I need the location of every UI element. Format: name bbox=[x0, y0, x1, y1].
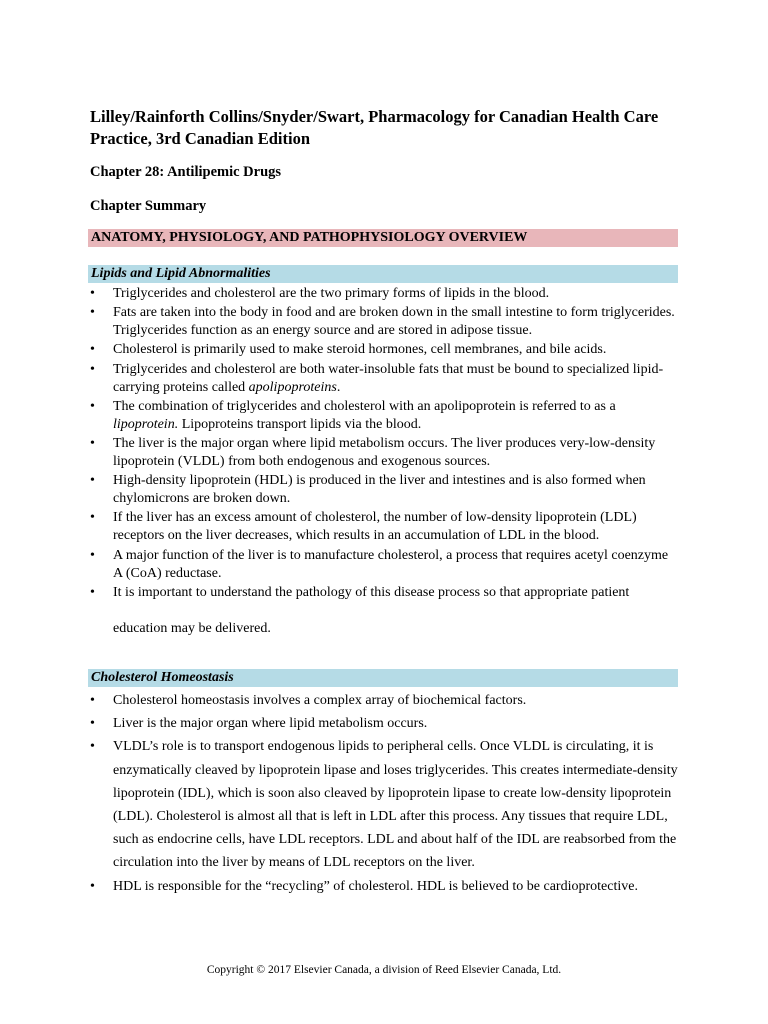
section-heading-overview: ANATOMY, PHYSIOLOGY, AND PATHOPHYSIOLOGY OVERVIEW bbox=[88, 229, 678, 247]
list-item: • Triglycerides and cholesterol are both water-insoluble fats that must be bound to specialized lipid-carrying proteins called apolipoproteins. bbox=[90, 361, 680, 397]
lipids-bullet-list bbox=[90, 285, 680, 639]
list-item: • The combination of triglycerides and cholesterol with an apolipoprotein is referred to as a lipoprotein. Lipoproteins transport lipids via the blood. bbox=[90, 398, 680, 434]
subsection-heading-cholesterol: Cholesterol Homeostasis bbox=[88, 669, 678, 687]
list-item: • It is important to understand the pathology of this disease process so that appropriate patient education may be delivered. bbox=[90, 584, 680, 638]
list-item: • High-density lipoprotein (HDL) is produced in the liver and intestines and is also formed when chylomicrons are broken down. bbox=[90, 472, 680, 508]
list-item: • Cholesterol homeostasis involves a complex array of biochemical factors. bbox=[90, 689, 680, 712]
list-item: • The liver is the major organ where lipid metabolism occurs. The liver produces very-low-density lipoprotein (VLDL) from both endogenous and exogenous sources. bbox=[90, 435, 680, 471]
list-item: • A major function of the liver is to manufacture cholesterol, a process that requires acetyl coenzyme A (CoA) reductase. bbox=[90, 547, 680, 583]
list-item: • HDL is responsible for the “recycling” of cholesterol. HDL is believed to be cardioprotective. bbox=[90, 875, 680, 898]
list-item: • Liver is the major organ where lipid metabolism occurs. bbox=[90, 712, 680, 735]
summary-title: Chapter Summary bbox=[90, 198, 207, 214]
list-item: • Fats are taken into the body in food and are broken down in the small intestine to form triglycerides. Triglycerides function as an energy source and are stored in adipose tissue. bbox=[90, 304, 680, 340]
list-item: • Cholesterol is primarily used to make steroid hormones, cell membranes, and bile acids. bbox=[90, 341, 680, 359]
list-item: • If the liver has an excess amount of cholesterol, the number of low-density lipoprotein (LDL) receptors on the liver decreases, which results in an accumulation of LDL in the blood. bbox=[90, 509, 680, 545]
list-item: • VLDL’s role is to transport endogenous lipids to peripheral cells. Once VLDL is circulating, it is enzymatically cleaved by lipoprotein lipase and loses triglycerides. This creates intermediate-density lipoprotein (IDL), which is soon also cleaved by lipoprotein lipase to create low-density lipoprotein (LDL). Cholesterol is almost all that is left in LDL after this process. Any tissues that require LDL, such as endocrine cells, have LDL receptors. LDL and about half of the IDL are reabsorbed from the circulation into the liver by means of LDL receptors on the liver. bbox=[90, 735, 680, 874]
copyright-footer: Copyright © 2017 Elsevier Canada, a division of Reed Elsevier Canada, Ltd. bbox=[206, 964, 562, 976]
subsection-heading-lipids: Lipids and Lipid Abnormalities bbox=[88, 265, 678, 283]
chapter-title: Chapter 28: Antilipemic Drugs bbox=[90, 164, 282, 180]
book-title: Lilley/Rainforth Collins/Snyder/Swart, Pharmacology for Canadian Health Care Practice, 3rd Canadian Edition bbox=[90, 107, 659, 148]
list-item: • Triglycerides and cholesterol are the two primary forms of lipids in the blood. bbox=[90, 285, 680, 303]
cholesterol-bullet-list bbox=[90, 689, 680, 898]
